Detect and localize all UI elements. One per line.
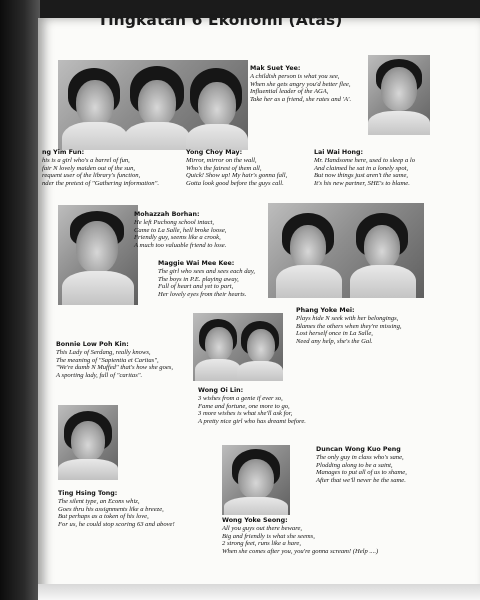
- entry-line: "We're dumb N Muffed" that's how she goes,: [56, 364, 174, 372]
- photo-lai-wai-hong: [368, 55, 430, 135]
- entry-mak-suet-yee: [250, 64, 351, 103]
- entry-line: But now things just aren't the same,: [314, 172, 409, 180]
- entry-line: Mirror, mirror on the wall,: [186, 157, 257, 164]
- entry-wong-yoke-seong: [222, 516, 378, 555]
- entry-line: Mr. Handsome here, used to sleep a lo: [314, 157, 416, 164]
- photo-two-girls: [268, 203, 424, 298]
- entry-wong-oi-lin: [198, 386, 306, 425]
- entry-name: Bonnie Low Poh Kin:: [56, 341, 129, 348]
- entry-line: nder the pretext of "Gathering information".: [42, 179, 160, 187]
- entry-name: Mohazzah Borhan:: [134, 211, 200, 218]
- photo-mohazzah-borhan: [58, 205, 138, 305]
- entry-line: Fame and fortune, one more to go,: [198, 402, 290, 410]
- entry-maggie-wai-mee-kee: [158, 259, 255, 298]
- entry-phang-yoke-mei: [296, 306, 402, 345]
- entry-line: Take her as a friend, she rates and 'A'.: [250, 95, 352, 103]
- entry-line: Plays hide N seek with her belongings,: [296, 315, 399, 322]
- entry-line: Need any help, she's the Gal.: [296, 337, 373, 345]
- entry-line: Goes thru his assignments like a breeze,: [58, 505, 164, 513]
- entry-line: his is a girl who's a barrel of fun,: [42, 157, 130, 164]
- entry-line: A sporting lady, full of "caritas".: [56, 371, 143, 379]
- entry-line: A pretty nice girl who has dreamt before.: [198, 417, 306, 425]
- entry-line: The girl who sees and sees each day,: [158, 268, 256, 275]
- entry-line: The meaning of "Sapientia et Caritas",: [56, 356, 159, 364]
- entry-name: Mak Suet Yee:: [250, 65, 301, 72]
- entry-line: Plodding along to be a saint,: [316, 461, 393, 469]
- scan-edge: [0, 0, 40, 600]
- page-title: Tingkatan 6 Ekonomi (Atas): [97, 11, 343, 29]
- entry-yong-choy-may: [186, 148, 287, 187]
- entry-name: Wong Yoke Seong:: [222, 517, 288, 524]
- entry-lai-wai-hong: [314, 148, 415, 187]
- entry-duncan-wong-kuo-peng: [316, 445, 407, 484]
- entry-line: Lost herself once in La Salle,: [296, 330, 373, 338]
- photo-three-girls: [58, 60, 248, 150]
- entry-line: Gotta look good before the guys call.: [186, 179, 284, 187]
- entry-line: The boys in P.E. playing away,: [158, 275, 239, 283]
- entry-line: When she comes after you, you're gonna scream! (Help ....): [222, 547, 379, 555]
- entry-line: A childish person is what you see,: [250, 73, 340, 80]
- entry-line: Influential leader of the AGA,: [250, 88, 329, 96]
- entry-line: Full of heart and yet to part,: [158, 283, 234, 291]
- entry-name: ng Yim Fun:: [42, 149, 85, 156]
- entry-line: Friendly guy, seems like a crook,: [134, 234, 221, 242]
- entry-line: Manages to put all of us to shame,: [316, 469, 407, 477]
- entry-ng-yim-fun: [42, 148, 159, 187]
- entry-line: This Lady of Serdang, really knows,: [56, 349, 151, 356]
- entry-name: Phang Yoke Mei:: [296, 307, 355, 314]
- entry-line: He left Puchong school intact,: [134, 219, 215, 226]
- entry-mohazzah-borhan: [134, 210, 226, 249]
- entry-line: All you guys out there beware,: [222, 525, 303, 532]
- page-bottom-edge: [38, 584, 480, 600]
- entry-name: Maggie Wai Mee Kee:: [158, 260, 235, 267]
- entry-line: When she gets angry you'd better flee,: [250, 80, 351, 88]
- photo-wong-yoke-seong: [222, 445, 290, 515]
- entry-name: Wong Oi Lin:: [198, 387, 244, 394]
- entry-line: And claimed he sat in a lonely spot,: [314, 164, 409, 172]
- entry-line: A much too valuable friend to lose.: [134, 241, 227, 249]
- entry-line: requent user of the library's function,: [42, 172, 141, 180]
- entry-line: 3 wishes from a genie if ever so,: [198, 395, 283, 402]
- entry-line: Her lovely eyes from their hearts.: [158, 290, 247, 298]
- entry-line: The only guy in class who's sane,: [316, 454, 404, 461]
- entry-line: But perhaps as a token of his love,: [58, 513, 149, 521]
- entry-name: Ting Hsing Tong:: [58, 490, 118, 497]
- entry-name: Duncan Wong Kuo Peng: [316, 446, 401, 453]
- entry-line: After that we'll never be the same.: [316, 476, 406, 484]
- entry-line: Blames the others when they're missing,: [296, 322, 402, 330]
- photo-ting-hsing-tong: [58, 405, 118, 480]
- entry-line: Big and friendly is what she seems,: [222, 532, 315, 540]
- entry-line: For us, he could stop scoring 63 and above!: [58, 520, 175, 528]
- entry-line: Who's the fairest of them all,: [186, 164, 262, 172]
- entry-line: The silent type, an Econs whiz,: [58, 498, 140, 505]
- entry-name: Lai Wai Hong:: [314, 149, 364, 156]
- entry-ting-hsing-tong: [58, 489, 175, 528]
- entry-bonnie-low-poh-kin: [56, 340, 173, 379]
- entry-line: It's his new partner, SHE's to blame.: [314, 179, 410, 187]
- entry-name: Yong Choy May:: [186, 149, 243, 156]
- entry-line: fair N lovely maiden out of the sun,: [42, 164, 136, 172]
- entry-line: Quick! Show up! My hair's gonna fall,: [186, 172, 288, 180]
- entry-line: 3 more wishes is what she'll ask for,: [198, 410, 293, 418]
- entry-line: 2 strong feet, runs like a hare,: [222, 540, 301, 548]
- photo-wong-oi-lin-pair: [193, 313, 283, 381]
- entry-line: Came to La Salle, hell broke loose,: [134, 226, 227, 234]
